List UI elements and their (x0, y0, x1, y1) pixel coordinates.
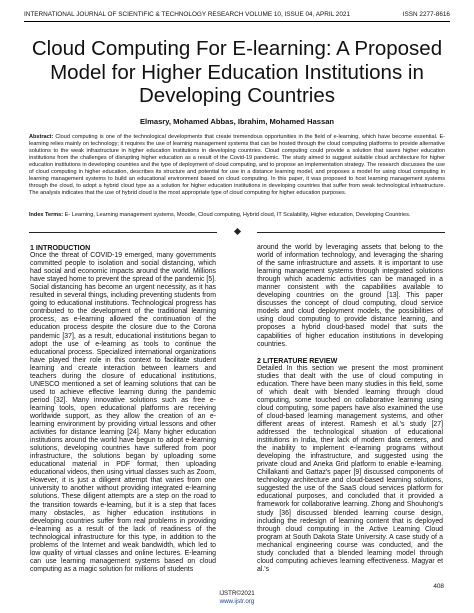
authors: Elmasry, Mohamed Abbas, Ibrahim, Mohamed Hassan (139, 117, 335, 126)
index-terms-text: E- Learning, Learning management systems, Moodle, Cloud computing, Hybrid cloud, IT Scalability, Higher education, Developing Countries. (64, 212, 411, 218)
diamond-icon (233, 228, 240, 235)
abstract-text: Cloud computing is one of the technological developments that create tremendous opportunities in the field of e-learning, which have become essential. E-learning relies mainly on technology; it requires the use of learning management systems that can be hosted through the cloud computing platforms to provide alternative solutions to the weak infrastructure in higher education institutions in developing countries. Cloud computing could provide a solution that saves higher education institutions from the challenges of disrupting higher education as a result of the Covid-19 pandemic. The study aimed to suggest suitable cloud architecture for higher education institutions in developing countries and the type of deployment of cloud computing, and to propose an implementation strategy. The research discusses the use of cloud computing in higher education, describes its structure and potential for use in a distance learning model, and proposes a model for using cloud computing in learning management systems to build an educational environment based on cloud computing. In this paper, it was proposed to host learning management systems through the cloud, to adopt a hybrid cloud type as a solution for higher education institutions in developing countries that suffer from weak technological infrastructure. The analysis indicates that the use of hybrid cloud is the most appropriate type of cloud computing for higher education purposes. (29, 134, 445, 197)
index-terms-label: Index Terms: (29, 212, 64, 218)
issn: ISSN 2277-8616 (402, 11, 450, 18)
right-column (257, 244, 443, 574)
journal-url-link[interactable]: www.ijstr.org (219, 597, 255, 605)
abstract-label: Abstract: (29, 134, 54, 140)
index-terms (29, 212, 445, 219)
literature-review-heading: 2 LITERATURE REVIEW (257, 356, 338, 365)
journal-name: INTERNATIONAL JOURNAL OF SCIENTIFIC & TECHNOLOGY RESEARCH VOLUME 10, ISSUE 04, APRIL 2021 (24, 11, 351, 18)
divider-line-left (29, 232, 217, 233)
introduction-heading: 1 INTRODUCTION (30, 244, 91, 252)
page-footer (0, 590, 474, 605)
literature-review-text: Detailed In this section we present the most prominent studies that dealt with the use of cloud computing in education. There have been many studies in this field, some of which dealt with blended learning through cloud computing, some touched on collaborative learning using cloud computing, some papers have also examined the use of cloud-based learning management systems, and other different areas of interest. Ramesh et al.'s study [27] addressed the technological situation of educational institutions in India, their lack of modern data centers, and the inability to implement e-learning programs without developing the infrastructure, and suggested using the private cloud and Aneka Grid platform to enable e-learning. Chillakanti and Gattaz's paper [9] discussed components of technology architecture and cloud-based learning solutions, suggested the use of the SaaS cloud services platform for educational purposes, and concluded that it provided a framework for collaborative learning. Zhong and Shouhong's study [36] discussed blended learning course design, including the redesign of learning content that is deployed through cloud computing in the Active Learning Cloud program at South Dakota State University. A case study of a mechanical engineering course was conducted, and the study concluded that a blended learning model through cloud computing achieves learning effectiveness. Magyar et al.'s (257, 364, 443, 573)
section-divider (29, 229, 445, 237)
paper-title: Cloud Computing For E-learning: A Proposed Model for Higher Education Institutions in Developing Countries (31, 37, 443, 107)
left-column (30, 244, 216, 574)
copyright: IJSTR©2021 (219, 590, 255, 597)
abstract (29, 134, 445, 197)
journal-header (24, 9, 450, 22)
introduction-continued-text: around the world by leveraging assets that belong to the world of information technology, and leveraging the sharing of the same infrastructure and assets. It is important to use learning management systems through integrated solutions through which academic activities can be managed in a manner consistent with the capabilities available to developing countries on the ground [13]. This paper discusses the concept of cloud computing, cloud service models and cloud deployment models, the possibilities of using cloud computing to provide distance learning, and proposes a hybrid cloud-based model that suits the capabilities of higher education institutions in developing countries. (257, 244, 443, 348)
page-number: 408 (433, 583, 444, 590)
divider-line-right (257, 232, 445, 233)
introduction-text: Once the threat of COVID-19 emerged, many governments committed people to isolation and social distancing, which had social and economic impacts around the world. Millions have stayed home to prevent the spread of the pandemic [5]. Social distancing has become an urgent necessity, as it has resulted in several things, including preventing students from going to educational institutions. Technological progress has contributed to the development of the traditional learning process, as e-learning allowed the continuation of the education process despite the closure due to the Corona pandemic [37], as a result, educational institutions began to adopt the use of e-learning as tools to continue the educational process. Specialized international organizations have played their role in this context to facilitate student learning and create interaction between learners and teachers during the closure of educational institutions, UNESCO mentioned a set of learning solutions that can be used to achieve effective learning during the pandemic period [32]. Many innovative solutions such as free e-learning tools, open educational platforms are receiving worldwide support, as they allow the creation of an e-learning environment by providing virtual lessons and other activities for distance learning [24]. Many higher education institutions around the world have begun to adopt e-learning solutions, developing countries have suffered from poor infrastructure, the solutions began by uploading some educational material in PDF format, then uploading educational videos, then using virtual classes such as Zoom, However, it is just a diligent attempt that varies from one university to another without providing integrated e-learning solutions. These diligent attempts are a step on the road to the transition towards e-learning, but it is a step that faces many obstacles, as higher education institutions in developing countries suffer from real problems in providing e-learning as a result of the lack of readiness of the technological infrastructure for this type, in addition to the problems of the Internet and weak bandwidth, which led to low quality of virtual classes and online lectures. E-learning can use learning management systems based on cloud computing as a magic solution for millions of students (30, 252, 216, 573)
